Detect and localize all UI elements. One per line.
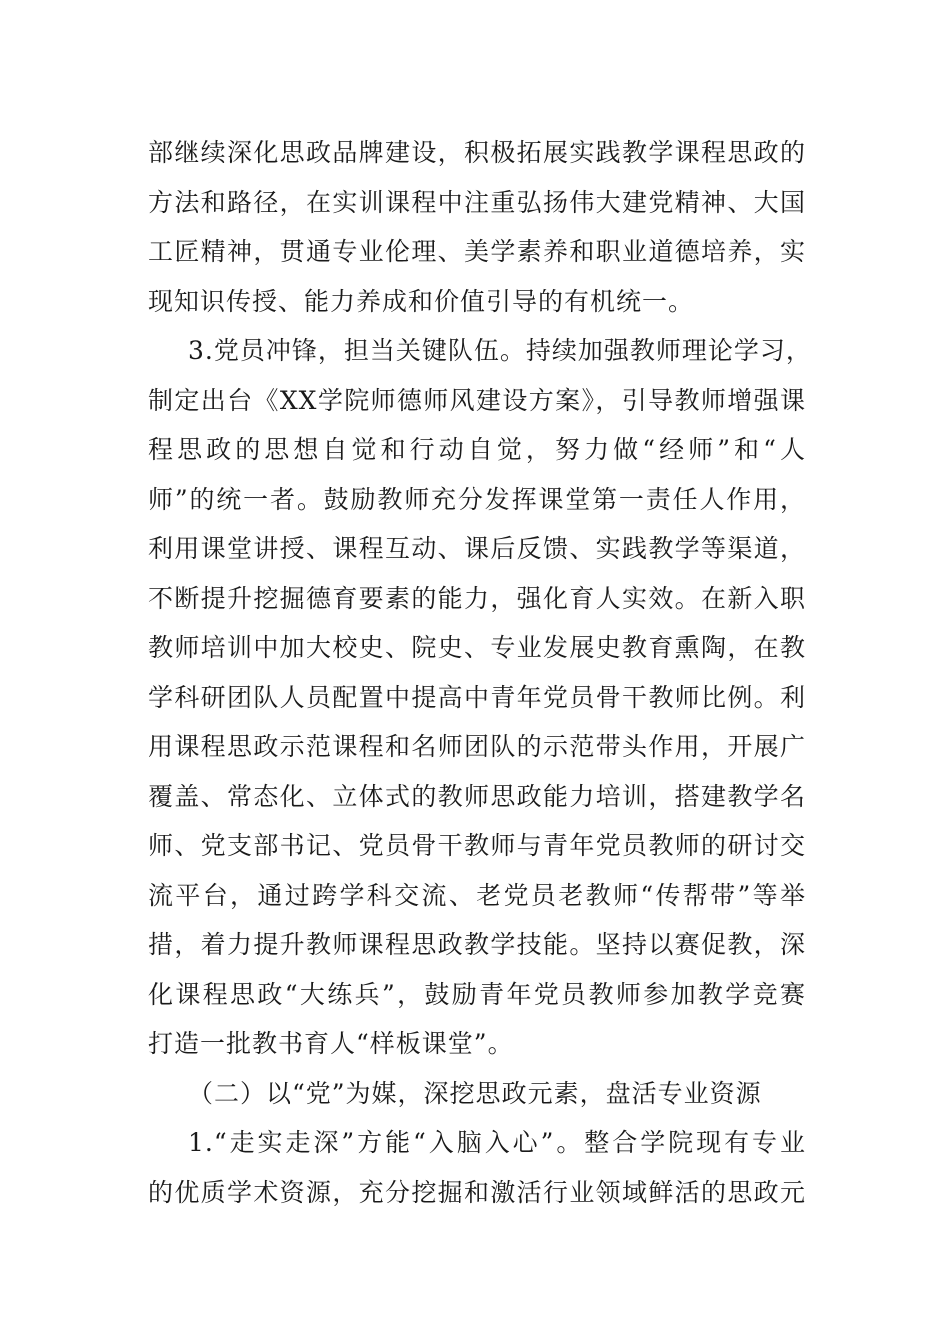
text-line: 师、党支部书记、党员骨干教师与青年党员教师的研讨交 [148, 831, 806, 860]
numbered-paragraph-start: 1.“走实走深”方能“入脑入心”。整合学院现有专业 [188, 1128, 806, 1157]
text-line: 制定出台《XX学院师德师风建设方案》，引导教师增强课 [148, 385, 806, 415]
text-line: 措，着力提升教师课程思政教学技能。坚持以赛促教，深 [148, 930, 806, 959]
numbered-paragraph-start: 3.党员冲锋，担当关键队伍。持续加强教师理论学习， [188, 336, 812, 365]
section-heading: （二）以“党”为媒，深挖思政元素，盘活专业资源 [188, 1078, 762, 1108]
text-line: 覆盖、常态化、立体式的教师思政能力培训，搭建教学名 [148, 781, 806, 811]
text-line: 打造一批教书育人“样板课堂”。 [148, 1029, 514, 1058]
text-line: 部继续深化思政品牌建设，积极拓展实践教学课程思政的 [148, 138, 806, 167]
text-line: 的优质学术资源，充分挖掘和激活行业领域鲜活的思政元 [148, 1177, 806, 1207]
text-line: 化课程思政“大练兵”，鼓励青年党员教师参加教学竞赛 [148, 979, 806, 1009]
body-text [148, 128, 812, 1217]
text-line: 利用课堂讲授、课程互动、课后反馈、实践教学等渠道， [148, 534, 806, 563]
text-line: 用课程思政示范课程和名师团队的示范带头作用，开展广 [148, 732, 806, 761]
text-line: 流平台，通过跨学科交流、老党员老教师“传帮带”等举 [148, 880, 806, 910]
text-line: 师”的统一者。鼓励教师充分发挥课堂第一责任人作用， [148, 484, 806, 514]
text-line: 程思政的思想自觉和行动自觉，努力做“经师”和“人 [148, 435, 806, 464]
text-line: 不断提升挖掘德育要素的能力，强化育人实效。在新入职 [148, 583, 806, 613]
text-line: 方法和路径，在实训课程中注重弘扬伟大建党精神、大国 [148, 187, 806, 217]
text-line: 工匠精神，贯通专业伦理、美学素养和职业道德培养，实 [148, 237, 806, 266]
text-line: 教师培训中加大校史、院史、专业发展史教育熏陶，在教 [148, 633, 806, 662]
text-line: 现知识传授、能力养成和价值引导的有机统一。 [148, 286, 695, 316]
text-line: 学科研团队人员配置中提高中青年党员骨干教师比例。利 [148, 682, 806, 712]
